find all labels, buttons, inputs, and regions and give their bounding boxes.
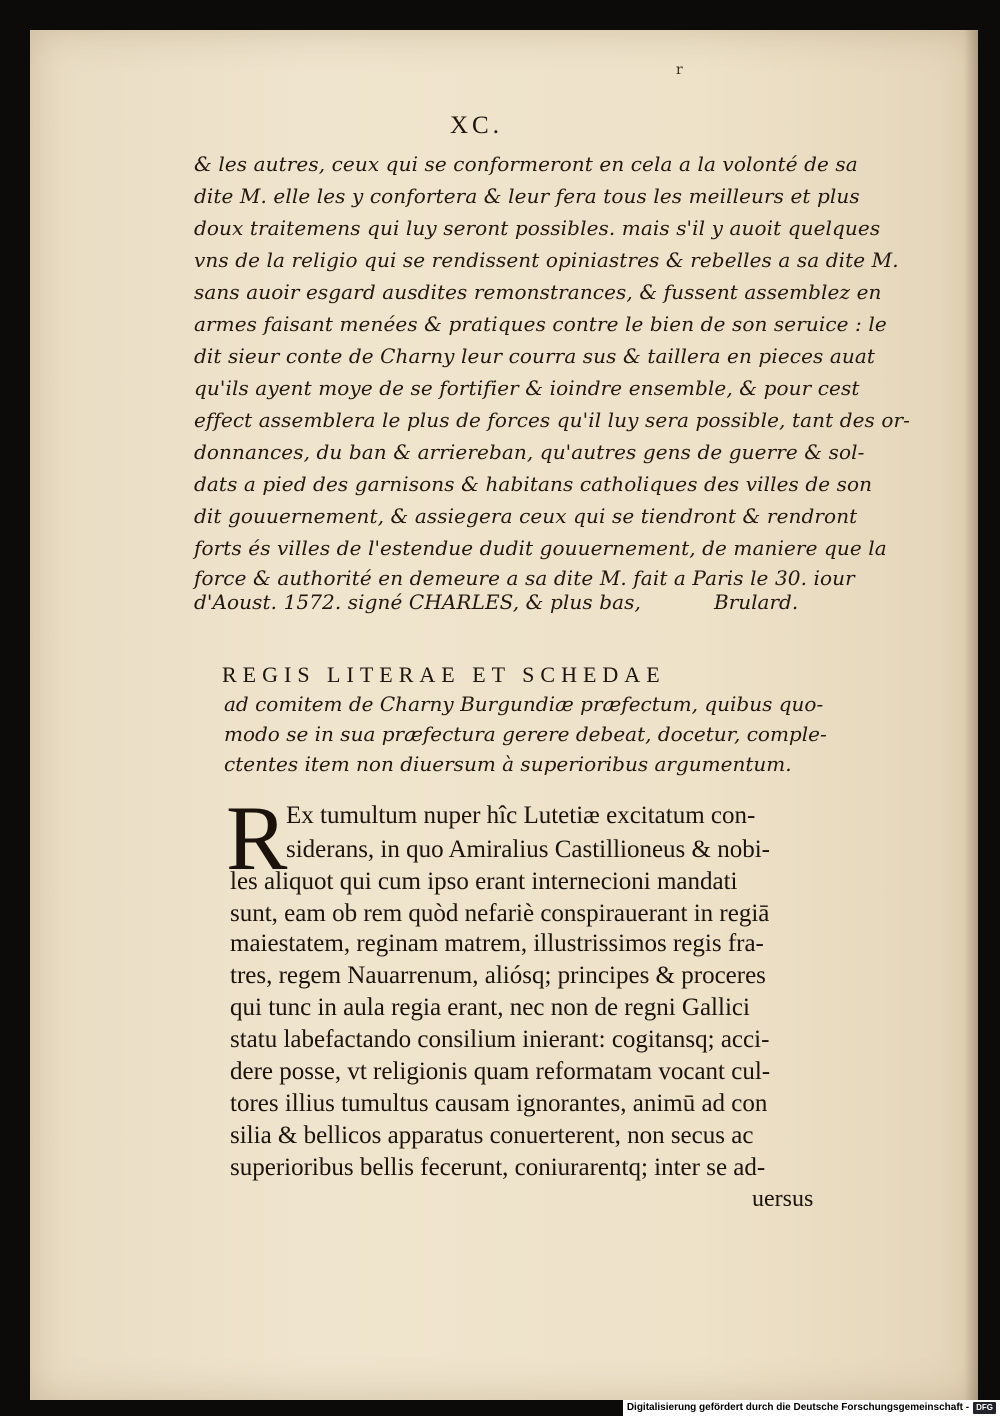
french-text-line: forts és villes de l'estendue dudit gouuernement, de maniere que la (194, 536, 887, 560)
footer-text: Digitalisierung gefördert durch die Deutsche Forschungsgemeinschaft - (626, 1402, 970, 1413)
catchword: uersus (752, 1186, 814, 1212)
french-text-line: dite M. elle les y confortera & leur fera tous les meilleurs et plus (194, 184, 860, 208)
signature-brulard: Brulard. (714, 590, 799, 614)
section-heading: REGIS LITERAE ET SCHEDAE (222, 662, 666, 687)
latin-text-line: superioribus bellis fecerunt, coniurarentq; inter se ad- (230, 1154, 766, 1181)
french-text-line: d'Aoust. 1572. signé CHARLES, & plus bas, (194, 590, 641, 614)
latin-text-line: dere posse, vt religionis quam reformatam vocant cul- (230, 1058, 771, 1085)
french-text-line: armes faisant menées & pratiques contre le bien de son seruice : le (194, 312, 887, 336)
french-text-line: doux traitemens qui luy seront possibles. mais s'il y auoit quelques (194, 216, 881, 240)
french-text-line: vns de la religio qui se rendissent opiniastres & rebelles a sa dite M. (194, 248, 899, 272)
latin-text-line: silia & bellicos apparatus conuerterent, non secus ac (230, 1122, 754, 1149)
subheading-line: modo se in sua præfectura gerere debeat, docetur, comple- (224, 722, 827, 746)
drop-cap-initial: R (226, 787, 288, 889)
french-text-line: & les autres, ceux qui se conformeront en cela a la volonté de sa (194, 152, 858, 176)
french-text-line: donnances, du ban & arriereban, qu'autres gens de guerre & sol- (194, 440, 865, 464)
folio-number: XC. (450, 112, 503, 139)
latin-text-line: les aliquot qui cum ipso erant internecioni mandati (230, 868, 738, 895)
subheading-line: ad comitem de Charny Burgundiæ præfectum, quibus quo- (224, 692, 824, 716)
french-text-line: dit gouuernement, & assiegera ceux qui se tiendront & rendront (194, 504, 858, 528)
latin-text-line: tres, regem Nauarrenum, aliósq; principes & proceres (230, 962, 766, 989)
latin-text-line: statu labefactando consilium inierant: cogitansq; acci- (230, 1026, 770, 1053)
latin-text-line: maiestatem, reginam matrem, illustrissimos regis fra- (230, 930, 764, 957)
latin-text-line: qui tunc in aula regia erant, nec non de regni Gallici (230, 994, 750, 1021)
page-mark: r (676, 62, 683, 78)
latin-text-line: siderans, in quo Amiralius Castillioneus & nobi- (286, 836, 770, 863)
french-text-line: force & authorité en demeure a sa dite M. fait a Paris le 30. iour (194, 566, 855, 590)
french-text-line: dats a pied des garnisons & habitans catholiques des villes de son (194, 472, 873, 496)
french-text-line: qu'ils ayent moye de se fortifier & ioindre ensemble, & pour cest (194, 376, 860, 400)
dfg-logo: DFG (973, 1402, 996, 1414)
french-text-line: sans auoir esgard ausdites remonstrances, & fussent assemblez en (194, 280, 882, 304)
page-edge-shadow (964, 30, 978, 1400)
latin-text-line: tores illius tumultus causam ignorantes, animū ad con (230, 1090, 768, 1117)
subheading-line: ctentes item non diuersum à superioribus argumentum. (224, 752, 792, 776)
digitization-footer (623, 1400, 1000, 1416)
latin-text-line: sunt, eam ob rem quòd nefariè conspirauerant in regiā (230, 900, 770, 927)
french-text-line: dit sieur conte de Charny leur courra sus & taillera en pieces auat (194, 344, 875, 368)
latin-text-line: Ex tumultum nuper hîc Lutetiæ excitatum con- (286, 802, 756, 829)
french-text-line: effect assemblera le plus de forces qu'il luy sera possible, tant des or- (194, 408, 911, 432)
